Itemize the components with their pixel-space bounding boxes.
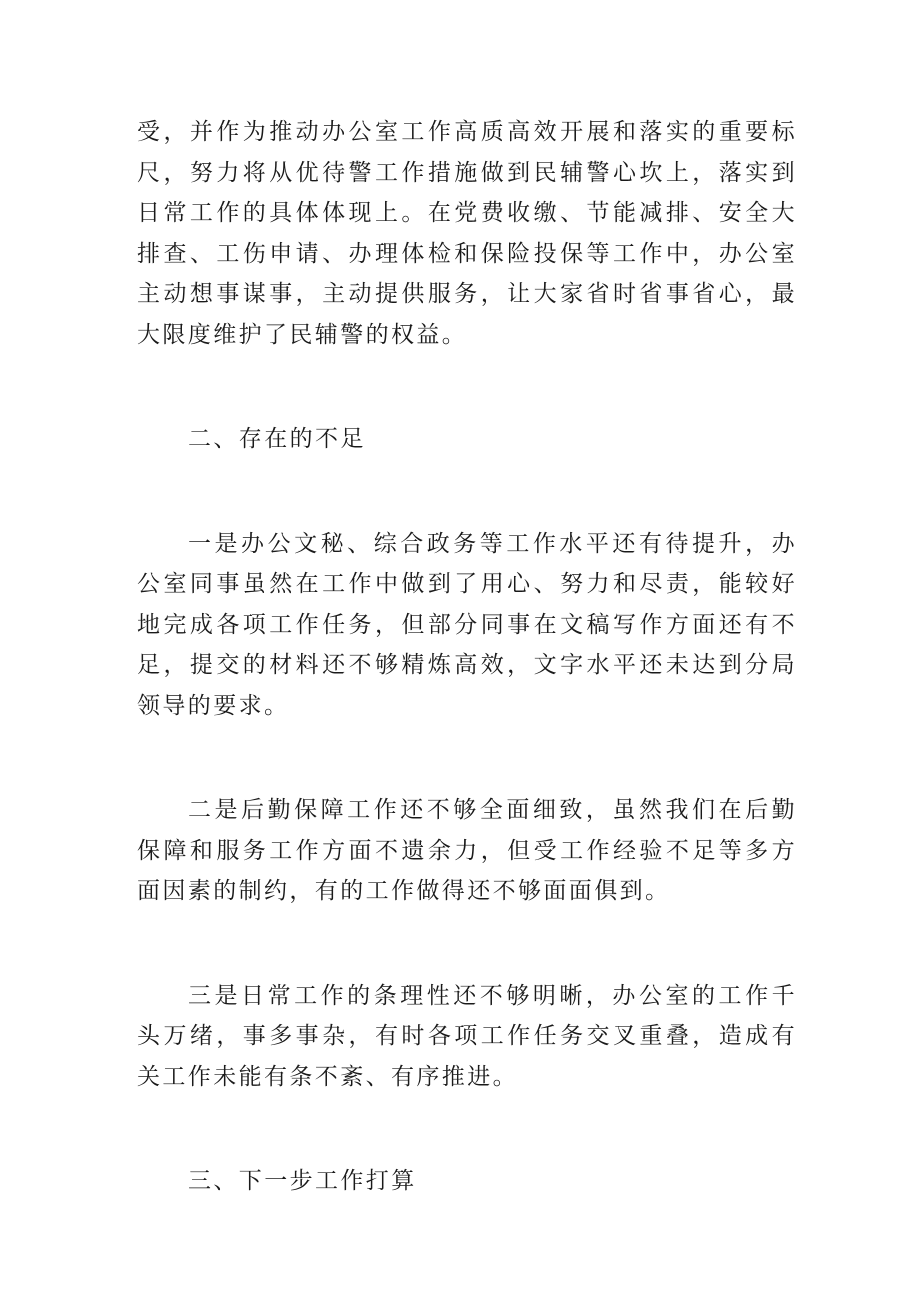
paragraph-shortcoming-1: 一是办公文秘、综合政务等工作水平还有待提升，办公室同事虽然在工作中做到了用心、努力和尽责，能较好地完成各项工作任务，但部分同事在文稿写作方面还有不足，提交的材料还不够精炼高效，文字水平还未达到分局领导的要求。 [137,530,797,719]
section-heading-next-steps: 三、下一步工作打算 [188,1168,417,1194]
paragraph-spacer [137,1097,797,1161]
section-heading-shortcomings: 二、存在的不足 [188,426,366,452]
paragraph-spacer [137,460,797,524]
paragraph-spacer [137,355,797,419]
paragraph-spacer [137,726,797,790]
paragraph-spacer [137,912,797,976]
document-body [137,112,797,1202]
paragraph-continuation: 受，并作为推动办公室工作高质高效开展和落实的重要标尺，努力将从优待警工作措施做到民辅警心坎上，落实到日常工作的具体体现上。在党费收缴、节能减排、安全大排查、工伤申请、办理体检和保险投保等工作中，办公室主动想事谋事，主动提供服务，让大家省时省事省心，最大限度维护了民辅警的权益。 [137,119,797,348]
paragraph-shortcoming-3: 三是日常工作的条理性还不够明晰，办公室的工作千头万绪，事多事杂，有时各项工作任务交叉重叠，造成有关工作未能有条不紊、有序推进。 [137,982,797,1090]
paragraph-shortcoming-2: 二是后勤保障工作还不够全面细致，虽然我们在后勤保障和服务工作方面不遗余力，但受工作经验不足等多方面因素的制约，有的工作做得还不够面面俱到。 [137,797,797,904]
